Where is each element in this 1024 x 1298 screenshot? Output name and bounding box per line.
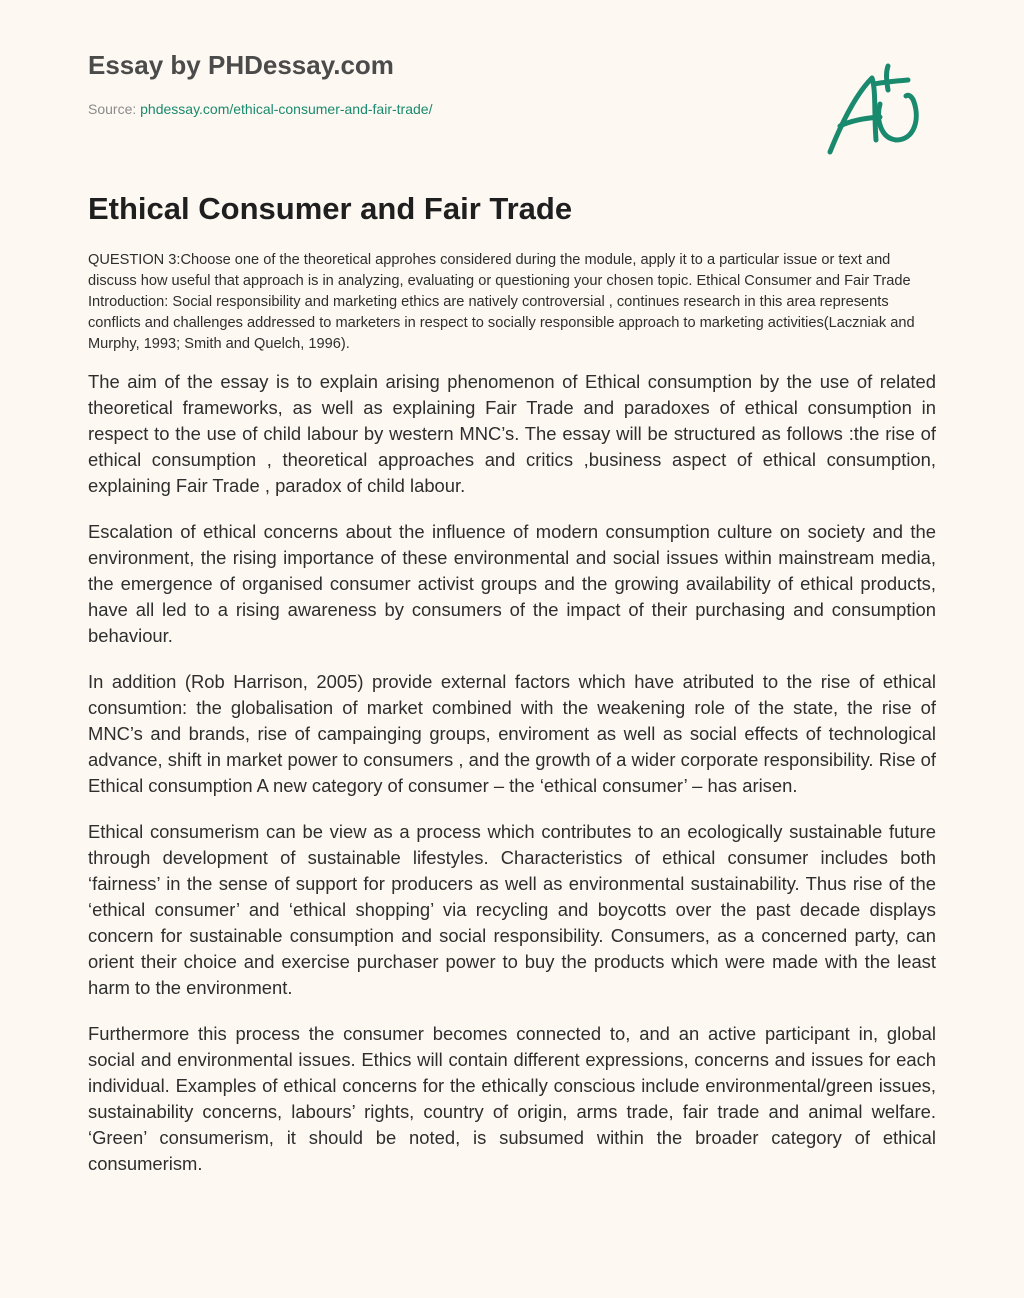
essay-paragraph: Ethical consumerism can be view as a process which contributes to an ecologically sustainable future through development of sustainable lifestyles. Characteristics of ethical consumer includes both ‘fairness’ in the sense of support for producers as well as environmental sustainability. Thus rise of the ‘ethical consumer’ and ‘ethical shopping’ via recycling and boycotts over the past decade displays concern for sustainable consumption and social responsibility. Consumers, as a concerned party, can orient their choice and exercise purchaser power to buy the products which were made with the least harm to the environment. bbox=[88, 821, 936, 998]
question-intro: QUESTION 3:Choose one of the theoretical approhes considered during the module, apply it to a particular issue or text and discuss how useful that approach is in analyzing, evaluating or questioning your chosen topic. Ethical Consumer and Fair Trade Introduction: Social responsibility and marketing ethics are natively controversial , continues research in this area represents conflicts and challenges addressed to marketers in respect to socially responsible approach to marketing activities(Laczniak and Murphy, 1993; Smith and Quelch, 1996). bbox=[88, 252, 915, 352]
essay-body bbox=[88, 250, 936, 1197]
source-link[interactable]: phdessay.com/ethical-consumer-and-fair-trade/ bbox=[140, 101, 433, 117]
essay-paragraph: Escalation of ethical concerns about the influence of modern consumption culture on society and the environment, the rising importance of these environmental and social issues within mainstream media, the emergence of organised consumer activist groups and the growing availability of ethical products, have all led to a rising awareness by consumers of the impact of their purchasing and consumption behaviour. bbox=[88, 521, 936, 646]
essay-paragraph: The aim of the essay is to explain arising phenomenon of Ethical consumption by the use of related theoretical frameworks, as well as explaining Fair Trade and paradoxes of ethical consumption in respect to the use of child labour by western MNC’s. The essay will be structured as follows :the rise of ethical consumption , theoretical approaches and critics ,business aspect of ethical consumption, explaining Fair Trade , paradox of child labour. bbox=[88, 371, 936, 496]
a-plus-grade-icon bbox=[818, 60, 934, 164]
document-title: Ethical Consumer and Fair Trade bbox=[88, 191, 573, 226]
source-line bbox=[88, 100, 788, 118]
essay-paragraph: In addition (Rob Harrison, 2005) provide external factors which have atributed to the rise of ethical consumtion: the globalisation of market combined with the weakening role of the state, the rise of MNC’s and brands, rise of campainging groups, enviroment as well as social effects of technological advance, shift in market power to consumers , and the growth of a wider corporate responsibility. Rise of Ethical consumption A new category of consumer – the ‘ethical consumer’ – has arisen. bbox=[88, 671, 936, 796]
essay-paragraph: Furthermore this process the consumer becomes connected to, and an active participant in, global social and environmental issues. Ethics will contain different expressions, concerns and issues for each individual. Examples of ethical concerns for the ethically conscious include environmental/green issues, sustainability concerns, labours’ rights, country of origin, arms trade, fair trade and animal welfare. ‘Green’ consumerism, it should be noted, is subsumed within the broader category of ethical consumerism. bbox=[88, 1023, 936, 1174]
source-label: Source: bbox=[88, 101, 141, 117]
page-header bbox=[88, 48, 788, 118]
site-title: Essay by PHDessay.com bbox=[88, 50, 394, 80]
